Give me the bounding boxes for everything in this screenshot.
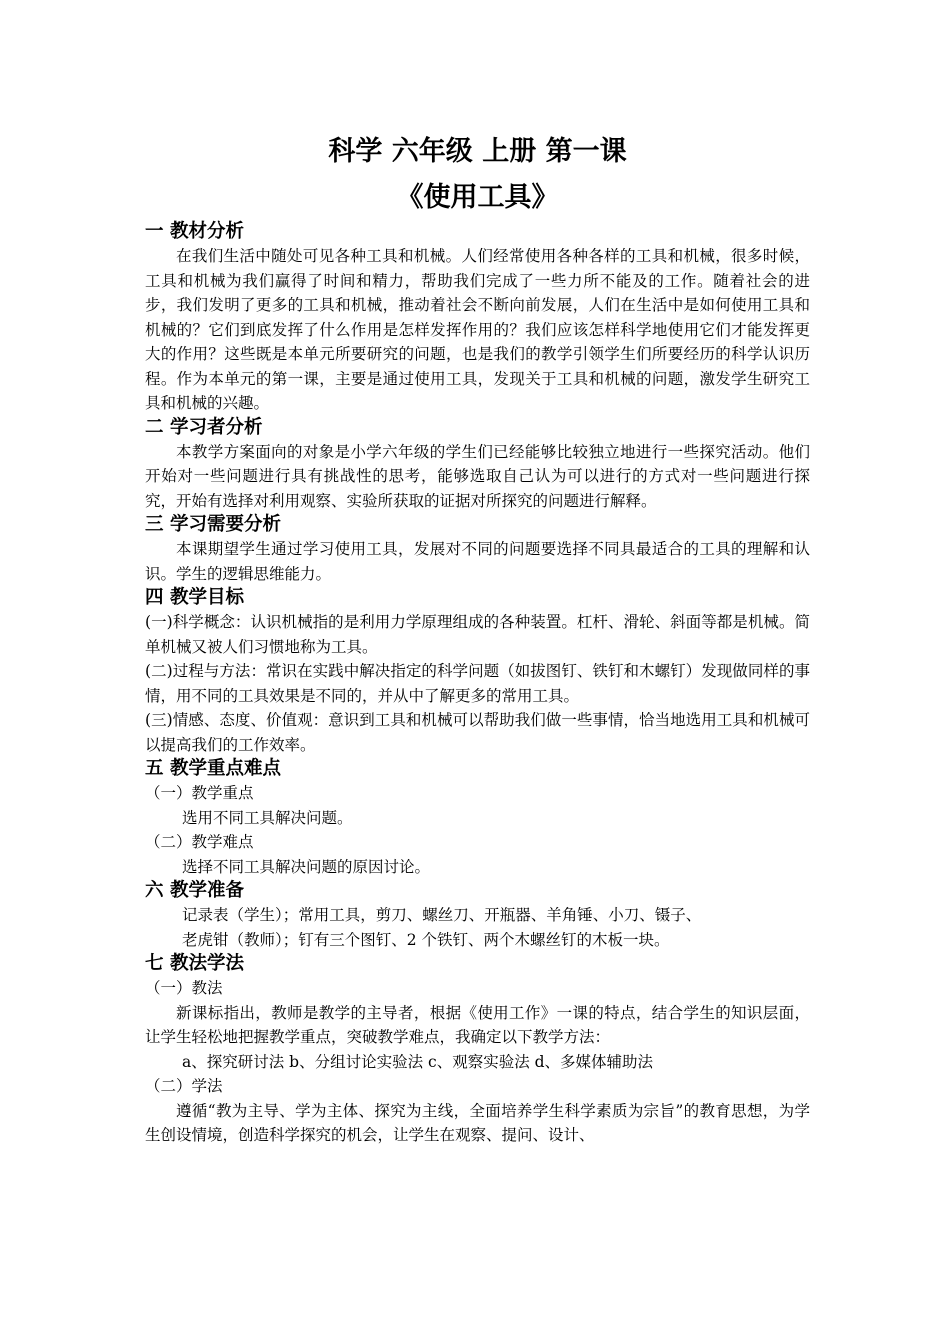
section-learner-analysis xyxy=(145,416,810,514)
section-preparation xyxy=(145,879,810,952)
section-body: 本课期望学生通过学习使用工具，发展对不同的问题要选择不同具最适合的工具的理解和认识。学生的逻辑思维能力。 xyxy=(145,540,810,583)
goal-item: (三)情感、态度、价值观：意识到工具和机械可以帮助我们做一些事情，恰当地选用工具和机械可以提高我们的工作效率。 xyxy=(145,711,810,754)
section-heading: 六 教学准备 xyxy=(145,880,244,901)
section-textbook-analysis xyxy=(145,220,810,416)
document-title: 科学 六年级 上册 第一课 xyxy=(328,136,627,167)
section-heading: 四 教学目标 xyxy=(145,587,244,608)
section-body: 在我们生活中随处可见各种工具和机械。人们经常使用各种各样的工具和机械，很多时候，工具和机械为我们赢得了时间和精力，帮助我们完成了一些力所不能及的工作。随着社会的进步，我们发明了更多的工具和机械，推动着社会不断向前发展，人们在生活中是如何使用工具和机械的？它们到底发挥了什么作用是怎样发挥作用的？我们应该怎样科学地使用它们才能发挥更大的作用？这些既是本单元所要研究的问题，也是我们的教学引领学生们所要经历的科学认识历程。作为本单元的第一课，主要是通过使用工具，发现关于工具和机械的问题，激发学生研究工具和机械的兴趣。 xyxy=(145,247,810,412)
subsection-body: 新课标指出，教师是教学的主导者，根据《使用工作》一课的特点，结合学生的知识层面，让学生轻松地把握教学重点，突破教学难点，我确定以下教学方法： xyxy=(145,1003,810,1046)
subsection-body: 选用不同工具解决问题。 xyxy=(182,808,353,827)
subsection-body: 遵循“教为主导、学为主体、探究为主线，全面培养学生科学素质为宗旨”的教育思想，为学生创设情境，创造科学探究的机会，让学生在观察、提问、设计、 xyxy=(145,1101,810,1144)
section-teaching-goals xyxy=(145,586,810,757)
preparation-line: 老虎钳（教师）；钉有三个图钉、2 个铁钉、两个木螺丝钉的木板一块。 xyxy=(182,930,670,949)
section-key-points xyxy=(145,757,810,879)
section-methods xyxy=(145,952,810,1148)
goal-item: (二)过程与方法：常识在实践中解决指定的科学问题（如拔图钉、铁钉和木螺钉）发现做同样的事情，用不同的工具效果是不同的，并从中了解更多的常用工具。 xyxy=(145,662,810,705)
section-heading: 三 学习需要分析 xyxy=(145,514,281,535)
subsection-heading: （一）教法 xyxy=(145,979,223,997)
document-page xyxy=(145,128,810,1148)
document-subtitle: 《使用工具》 xyxy=(396,182,559,213)
section-learning-needs xyxy=(145,513,810,586)
methods-list: a、探究研讨法 b、分组讨论实验法 c、观察实验法 d、多媒体辅助法 xyxy=(182,1052,654,1071)
subsection-heading: （二）学法 xyxy=(145,1077,223,1095)
section-heading: 五 教学重点难点 xyxy=(145,758,281,779)
section-body: 本教学方案面向的对象是小学六年级的学生们已经能够比较独立地进行一些探究活动。他们开始对一些问题进行具有挑战性的思考，能够选取自己认为可以进行的方式对一些问题进行探究，开始有选择对利用观察、实验所获取的证据对所探究的问题进行解释。 xyxy=(145,442,810,510)
preparation-line: 记录表（学生）；常用工具，剪刀、螺丝刀、开瓶器、羊角锤、小刀、镊子、 xyxy=(182,906,702,924)
section-heading: 一 教材分析 xyxy=(145,221,244,242)
subsection-body: 选择不同工具解决问题的原因讨论。 xyxy=(182,857,431,876)
subsection-heading: （一）教学重点 xyxy=(145,784,254,802)
subsection-heading: （二）教学难点 xyxy=(145,833,254,851)
goal-item: (一)科学概念：认识机械指的是利用力学原理组成的各种装置。杠杆、滑轮、斜面等都是机械。简单机械又被人们习惯地称为工具。 xyxy=(145,613,810,656)
section-heading: 二 学习者分析 xyxy=(145,416,263,438)
section-heading: 七 教法学法 xyxy=(145,953,244,974)
